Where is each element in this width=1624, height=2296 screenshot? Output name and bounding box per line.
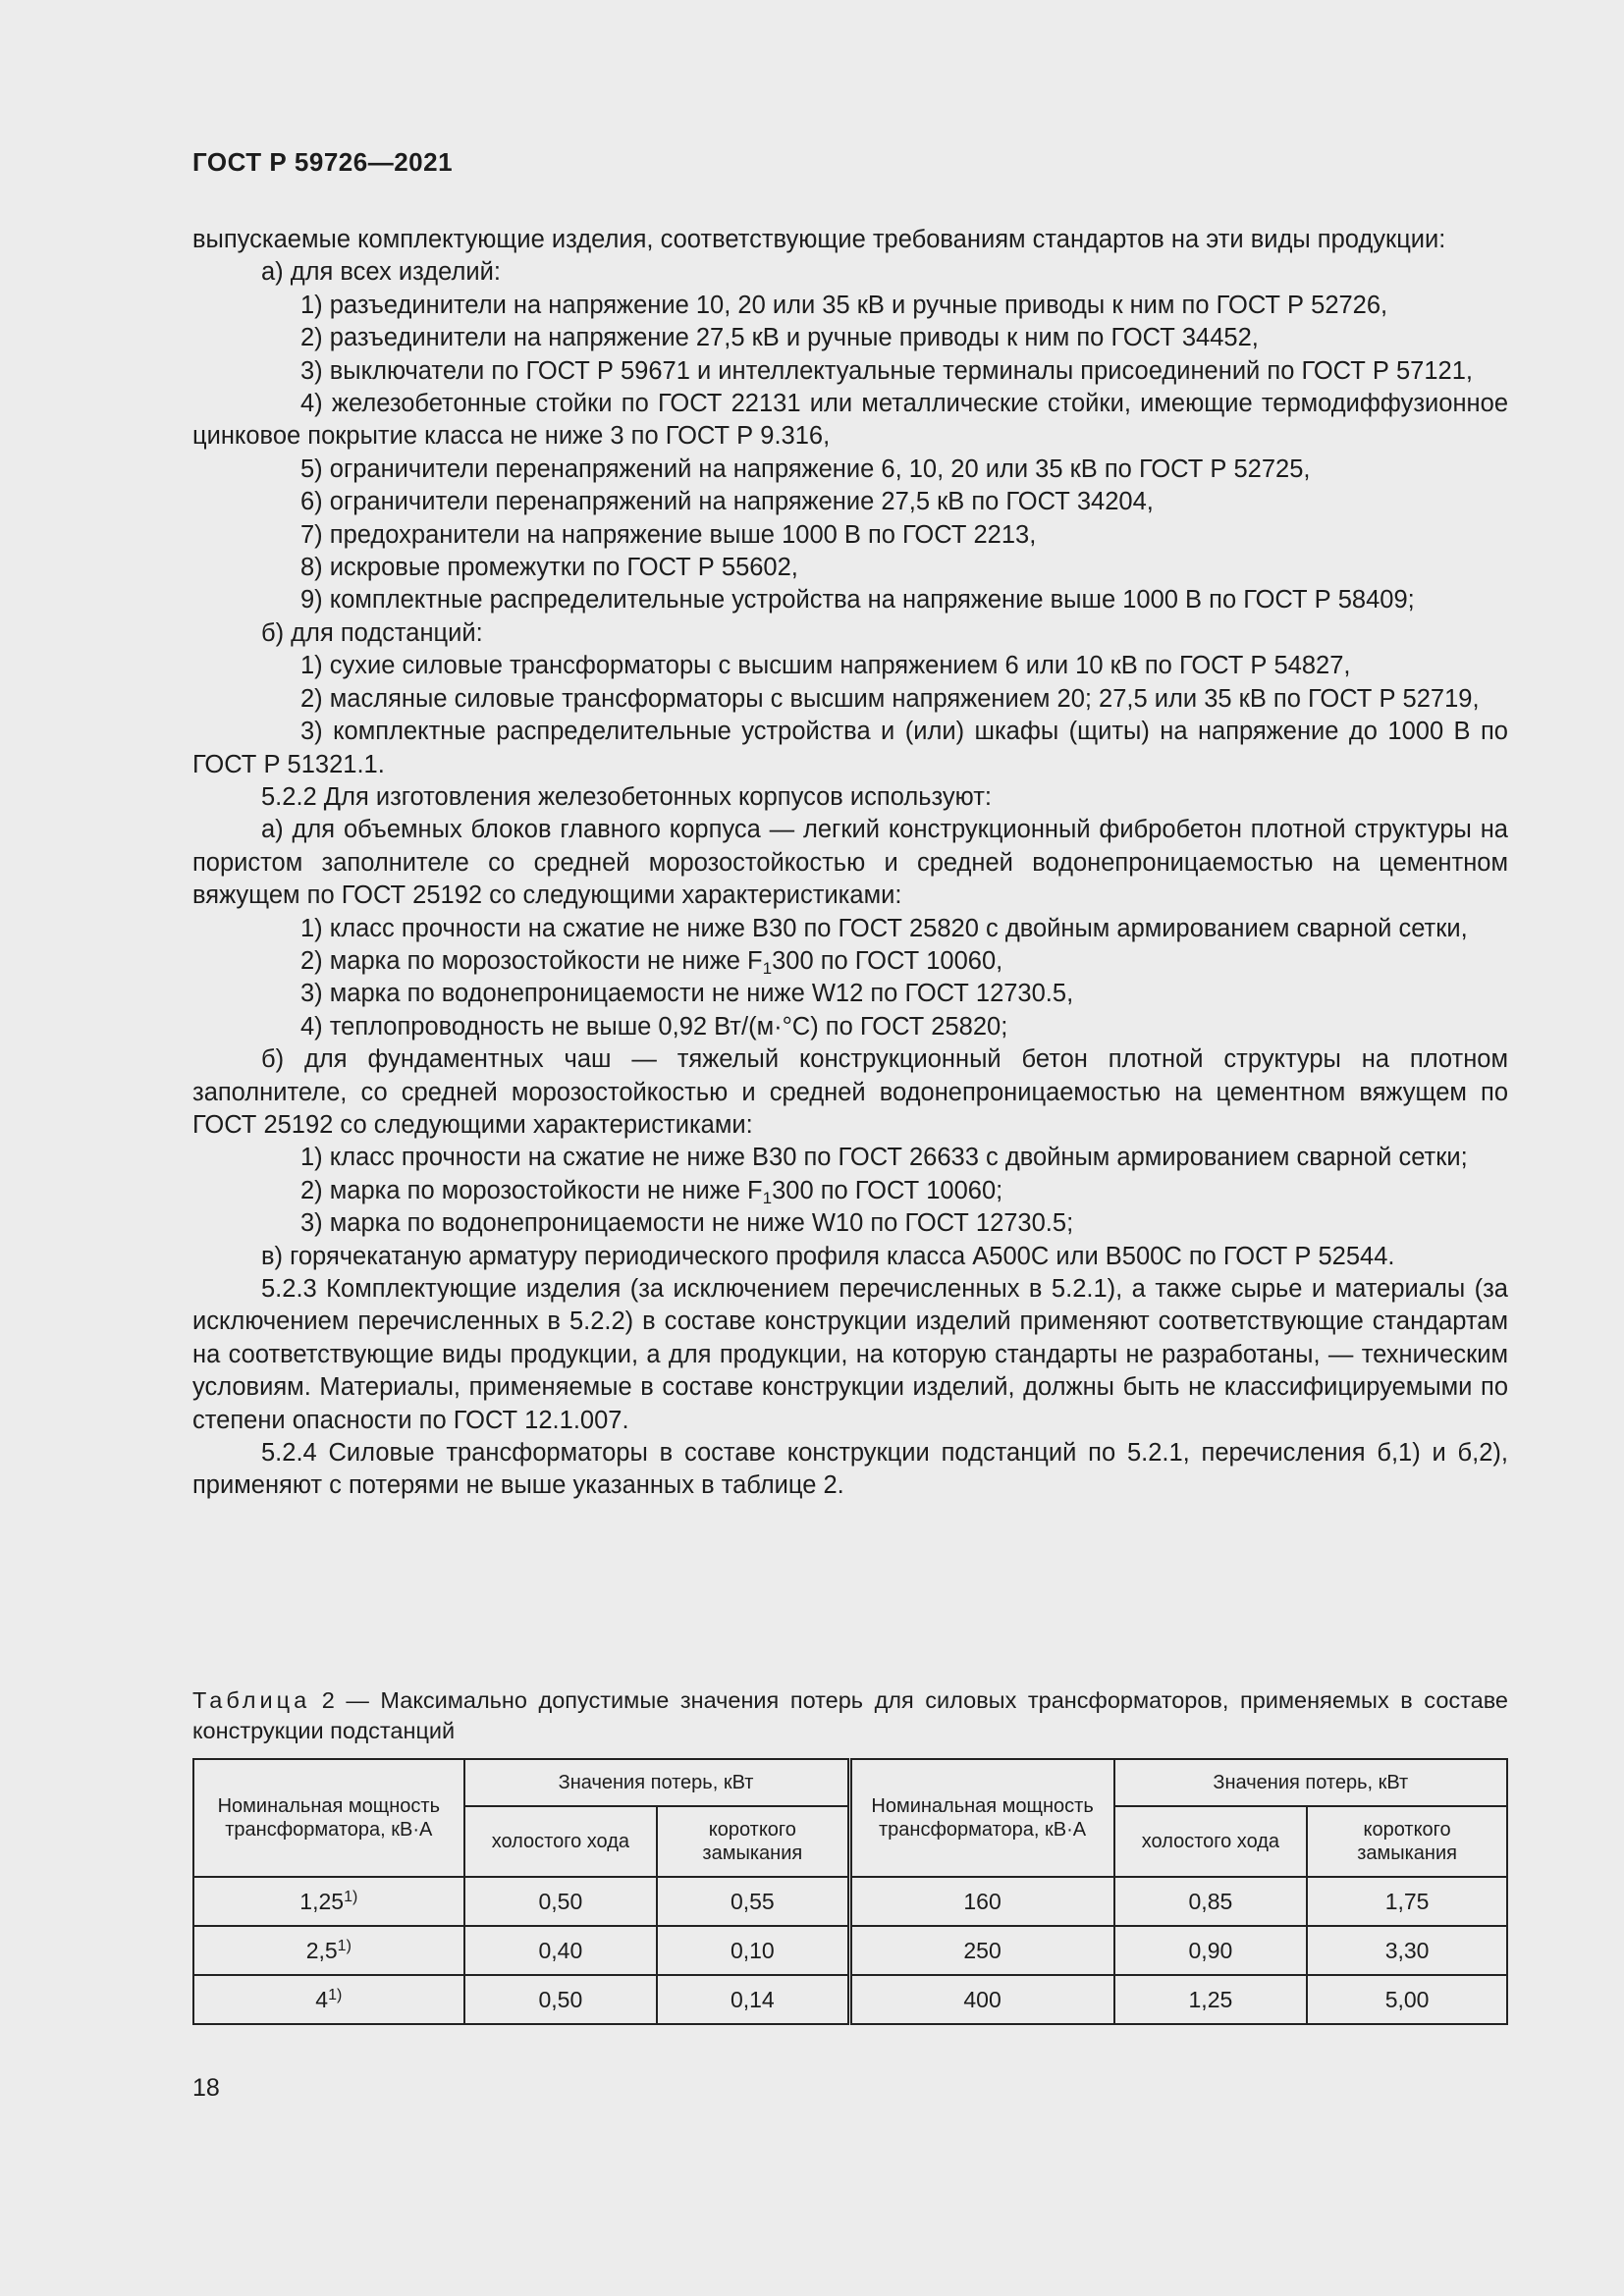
header-power-right: Номинальная мощность трансформатора, кВ·А [849, 1759, 1114, 1877]
cell-value: 250 [963, 1937, 1001, 1963]
table-cell [1307, 1926, 1507, 1975]
paragraph: а) для объемных блоков главного корпуса — легкий конструкционный фибробетон плотной структуры на пористом заполнителе со средней морозостойкостью и средней водонепроницаемостью на цементном вяжущем по ГОСТ 25192 со следующими характеристиками: [192, 816, 1508, 910]
paragraph: 9) комплектные распределительные устройства на напряжение выше 1000 В по ГОСТ Р 58409; [300, 586, 1415, 614]
paragraph: 3) марка по водонепроницаемости не ниже W10 по ГОСТ 12730.5; [300, 1209, 1074, 1238]
paragraph: 2) марка по морозостойкости не ниже $F_1300$ по ГОСТ 10060; [300, 1176, 1003, 1207]
table-caption [192, 1685, 1508, 1746]
table-row [193, 1975, 1507, 2024]
table-cell [1114, 1975, 1308, 2024]
table-cell [657, 1877, 849, 1926]
header-losses-left: Значения потерь, кВт [464, 1759, 849, 1806]
paragraph: 1) сухие силовые трансформаторы с высшим напряжением 6 или 10 кВ по ГОСТ Р 54827, [300, 652, 1351, 680]
page-number: 18 [192, 2074, 220, 2102]
losses-table [192, 1758, 1508, 2025]
paragraph: в) горячекатаную арматуру периодического профиля класса А500С или В500С по ГОСТ Р 52544. [261, 1242, 1395, 1270]
table-row [193, 1877, 1507, 1926]
paragraph: 2) масляные силовые трансформаторы с высшим напряжением 20; 27,5 или 35 кВ по ГОСТ Р 52719, [300, 684, 1480, 713]
table-cell [849, 1975, 1114, 2024]
cell-value: 0,14 [730, 1986, 775, 2012]
table-cell [1114, 1877, 1308, 1926]
paragraph: 2) разъединители на напряжение 27,5 кВ и ручные приводы к ним по ГОСТ 34452, [300, 324, 1259, 352]
footnote-mark: 1) [337, 1937, 352, 1954]
table-cell [193, 1975, 464, 2024]
table-row [193, 1926, 1507, 1975]
table-cell [849, 1877, 1114, 1926]
paragraph: 5.2.3 Комплектующие изделия (за исключением перечисленных в 5.2.1), а также сырье и материалы (за исключением перечисленных в 5.2.2) в составе конструкции изделий применяют соответствующие стандартам на соответствующие виды продукции, а для продукции, на которую стандарты не разработаны, — техническим условиям. Материалы, применяемые в составе конструкции изделий, должны быть не классифицируемыми по степени опасности по ГОСТ 12.1.007. [192, 1275, 1508, 1434]
paragraph: б) для подстанций: [261, 618, 483, 647]
cell-value: 1,25 [1188, 1986, 1233, 2012]
paragraph: б) для фундаментных чаш — тяжелый конструкционный бетон плотной структуры на плотном заполнителе, со средней морозостойкостью и средней водонепроницаемостью на цементном вяжущем по ГОСТ 25192 со следующими характеристиками: [192, 1045, 1508, 1139]
table-caption-label: Таблица [192, 1687, 311, 1713]
header-power-left: Номинальная мощность трансформатора, кВ·А [193, 1759, 464, 1877]
header-idle-left: холостого хода [464, 1806, 658, 1877]
table-cell [849, 1926, 1114, 1975]
table-cell [657, 1926, 849, 1975]
paragraph: 5.2.2 Для изготовления железобетонных корпусов используют: [261, 782, 992, 811]
table-cell [657, 1975, 849, 2024]
paragraph: 4) теплопроводность не выше 0,92 Вт/(м·°С) по ГОСТ 25820; [300, 1012, 1008, 1041]
footnote-mark: 1) [328, 1986, 343, 2003]
paragraph: 4) железобетонные стойки по ГОСТ 22131 или металлические стойки, имеющие термодиффузионное цинковое покрытие класса не ниже 3 по ГОСТ Р 9.316, [192, 390, 1508, 451]
table-cell [193, 1926, 464, 1975]
header-short-right: короткого замыкания [1307, 1806, 1507, 1877]
paragraph: 2) марка по морозостойкости не ниже $F_1300$ по ГОСТ 10060, [300, 946, 1003, 978]
header-idle-right: холостого хода [1114, 1806, 1308, 1877]
paragraph: 3) комплектные распределительные устройства и (или) шкафы (щиты) на напряжение до 1000 В по ГОСТ Р 51321.1. [192, 718, 1508, 778]
cell-value: 0,10 [730, 1937, 775, 1963]
cell-value: 5,00 [1384, 1986, 1430, 2012]
cell-value: 3,30 [1384, 1937, 1430, 1963]
cell-value: 0,85 [1188, 1888, 1233, 1914]
footnote-mark: 1) [344, 1888, 358, 1905]
cell-value: 400 [963, 1986, 1001, 2012]
paragraph: 5.2.4 Силовые трансформаторы в составе конструкции подстанций по 5.2.1, перечисления б,1) и б,2), применяют с потерями не выше указанных в таблице 2. [192, 1439, 1508, 1500]
paragraph: 1) класс прочности на сжатие не ниже В30 по ГОСТ 25820 с двойным армированием сварной сетки, [300, 914, 1468, 942]
cell-value: 160 [963, 1888, 1001, 1914]
paragraph: 6) ограничители перенапряжений на напряжение 27,5 кВ по ГОСТ 34204, [300, 488, 1154, 516]
cell-value: 0,90 [1188, 1937, 1233, 1963]
paragraph: 1) класс прочности на сжатие не ниже В30 по ГОСТ 26633 с двойным армированием сварной сетки; [300, 1144, 1468, 1172]
paragraph: 1) разъединители на напряжение 10, 20 или 35 кВ и ручные приводы к ним по ГОСТ Р 52726, [300, 291, 1388, 319]
paragraph: 7) предохранители на напряжение выше 1000 В по ГОСТ 2213, [300, 520, 1037, 549]
table-caption-text: 2 — Максимально допустимые значения потерь для силовых трансформаторов, применяемых в составе конструкции подстанций [192, 1687, 1508, 1743]
header-losses-right: Значения потерь, кВт [1114, 1759, 1507, 1806]
cell-value: 0,50 [538, 1888, 583, 1914]
paragraph: 3) выключатели по ГОСТ Р 59671 и интеллектуальные терминалы присоединений по ГОСТ Р 57121, [300, 356, 1473, 385]
table-cell [464, 1975, 658, 2024]
table-cell [464, 1877, 658, 1926]
paragraph: 8) искровые промежутки по ГОСТ Р 55602, [300, 554, 798, 582]
cell-value: 0,50 [538, 1986, 583, 2012]
table-cell [464, 1926, 658, 1975]
header-short-left: короткого замыкания [657, 1806, 849, 1877]
cell-value: 1,75 [1384, 1888, 1430, 1914]
document-header: ГОСТ Р 59726—2021 [192, 147, 454, 177]
cell-value: 0,55 [730, 1888, 775, 1914]
body-text [192, 224, 1508, 1503]
cell-value: 2,5 [305, 1937, 338, 1963]
cell-value: 1,25 [299, 1888, 345, 1914]
table-body [193, 1877, 1507, 2024]
paragraph: а) для всех изделий: [261, 258, 501, 287]
cell-value: 4 [315, 1986, 329, 2012]
table-cell [1307, 1975, 1507, 2024]
cell-value: 0,40 [538, 1937, 583, 1963]
paragraph: выпускаемые комплектующие изделия, соответствующие требованиям стандартов на эти виды продукции: [192, 226, 1446, 253]
paragraph: 3) марка по водонепроницаемости не ниже W12 по ГОСТ 12730.5, [300, 980, 1074, 1008]
table-cell [1114, 1926, 1308, 1975]
table-cell [193, 1877, 464, 1926]
paragraph: 5) ограничители перенапряжений на напряжение 6, 10, 20 или 35 кВ по ГОСТ Р 52725, [300, 454, 1311, 483]
table-cell [1307, 1877, 1507, 1926]
